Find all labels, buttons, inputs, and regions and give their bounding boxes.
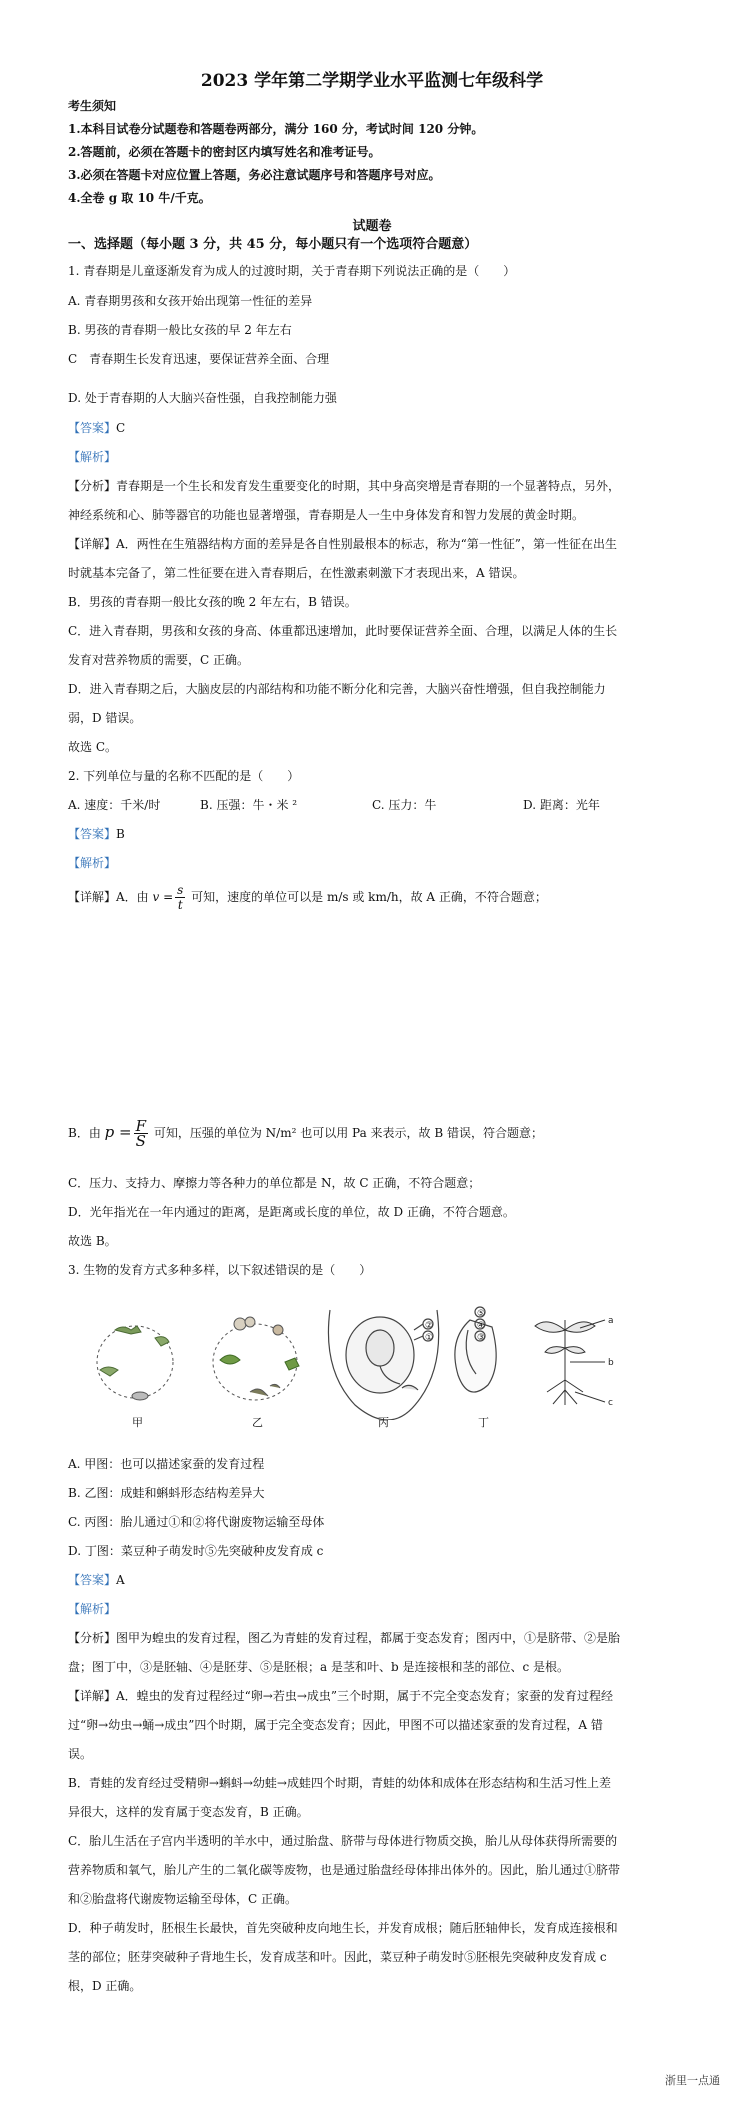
seedling-mark-c: c <box>608 1398 613 1408</box>
q2-option-c: C. 压力：牛 <box>372 798 437 812</box>
q3-line: 【详解】A．蝗虫的发育过程经过“卵→若虫→成虫”三个时期，属于不完全变态发育；家蚕的发育过程经 <box>68 1689 614 1703</box>
q2-analysis-tag: 【解析】 <box>68 856 117 870</box>
q3-line: 和②胎盘将代谢废物运输至母体，C 正确。 <box>68 1892 297 1906</box>
q2-stem: 2. 下列单位与量的名称不匹配的是（ ） <box>68 769 300 783</box>
notice-item: 1.本科目试卷分试题卷和答题卷两部分，满分 160 分，考试时间 120 分钟。 <box>68 122 484 136</box>
q3-stem: 3. 生物的发育方式多种多样，以下叙述错误的是（ ） <box>68 1263 372 1277</box>
q3-option-c: C. 丙图：胎儿通过①和②将代谢废物运输至母体 <box>68 1515 325 1529</box>
q2-option-b: B. 压强：牛・米 ² <box>200 798 298 812</box>
q1-option-a: A. 青春期男孩和女孩开始出现第一性征的差异 <box>68 294 313 308</box>
q1-line: 弱，D 错误。 <box>68 711 142 725</box>
answer-value: A <box>116 1573 125 1587</box>
seedling-mark-b: b <box>608 1358 614 1368</box>
formula-denominator: t <box>177 898 183 912</box>
section-heading: 一、选择题（每小题 3 分，共 45 分，每小题只有一个选项符合题意） <box>68 237 478 252</box>
q1-option-b: B. 男孩的青春期一般比女孩的早 2 年左右 <box>68 323 292 337</box>
q3-line: 茎的部位；胚芽突破种子背地生长，发育成茎和叶。因此，菜豆种子萌发时⑤胚根先突破种皮发育成 c <box>68 1950 607 1964</box>
seed-mark-4: ④ <box>477 1321 486 1331</box>
q3-line: C．胎儿生活在子宫内半透明的羊水中，通过胎盘、脐带与母体进行物质交换，胎儿从母体获得所需要的 <box>68 1834 618 1848</box>
q3-line: 【分析】图甲为蝗虫的发育过程，图乙为青蛙的发育过程，都属于变态发育；图丙中，①是脐带、②是胎 <box>68 1631 621 1645</box>
detail-text: 可知，压强的单位为 N/m² 也可以用 Pa 来表示，故 B 错误，符合题意； <box>153 1126 543 1140</box>
q1-option-c: C 青春期生长发育迅速，要保证营养全面、合理 <box>68 352 330 366</box>
q1-line: 故选 C。 <box>68 740 117 754</box>
detail-text: 可知，速度的单位可以是 m/s 或 km/h，故 A 正确，不符合题意； <box>191 890 547 904</box>
q1-line: C．进入青春期，男孩和女孩的身高、体重都迅速增加，此时要保证营养全面、合理，以满足人体的生长 <box>68 624 618 638</box>
fetus-uterus-figure <box>328 1310 438 1420</box>
q2-detail-c: C．压力、支持力、摩擦力等各种力的单位都是 N，故 C 正确，不符合题意； <box>68 1176 481 1190</box>
q1-line: 神经系统和心、肺等器官的功能也显著增强，青春期是人一生中身体发育和智力发展的黄金时期。 <box>68 508 585 522</box>
q3-answer <box>68 1572 125 1588</box>
answer-value: C <box>116 421 126 435</box>
q1-line: B．男孩的青春期一般比女孩的晚 2 年左右，B 错误。 <box>68 595 357 609</box>
paper-heading: 试题卷 <box>352 219 392 234</box>
notice-heading: 考生须知 <box>68 99 117 113</box>
q2-detail-d: D．光年指光在一年内通过的距离，是距离或长度的单位，故 D 正确，不符合题意。 <box>68 1205 515 1219</box>
footer-watermark: 浙里一点通 <box>665 2074 720 2087</box>
formula-fraction <box>134 1119 148 1148</box>
formula-numerator: F <box>135 1117 147 1135</box>
notice-item: 3.必须在答题卡对应位置上答题，务必注意试题序号和答题序号对应。 <box>68 168 441 182</box>
q2-option-d: D. 距离：光年 <box>523 798 600 812</box>
formula-numerator: s <box>177 883 184 897</box>
seedling-figure <box>535 1320 605 1405</box>
formula-lhs: p = <box>104 1123 132 1141</box>
q1-answer <box>68 420 125 436</box>
figure-label-yi: 乙 <box>252 1416 263 1429</box>
notice-item: 4.全卷 g 取 10 牛/千克。 <box>68 191 211 205</box>
q1-line: 发育对营养物质的需要，C 正确。 <box>68 653 249 667</box>
q1-line: 【详解】A．两性在生殖器结构方面的差异是各自性别最根本的标志，称为“第一性征”，第一性征在出生 <box>68 537 617 551</box>
q2-conclusion: 故选 B。 <box>68 1234 117 1248</box>
q1-stem: 1. 青春期是儿童逐渐发育为成人的过渡时期，关于青春期下列说法正确的是（ ） <box>68 264 516 278</box>
q2-answer <box>68 826 125 842</box>
q2-detail-a <box>68 882 547 912</box>
figure-label-ding: 丁 <box>478 1416 489 1429</box>
q1-line: 【分析】青春期是一个生长和发育发生重要变化的时期，其中身高突增是青春期的一个显著特点，另外， <box>68 479 621 493</box>
formula-denominator: S <box>135 1132 146 1150</box>
notice-item: 2.答题前，必须在答题卡的密封区内填写姓名和准考证号。 <box>68 145 381 159</box>
q2-detail-b <box>68 1116 543 1149</box>
q1-line: D．进入青春期之后，大脑皮层的内部结构和功能不断分化和完善，大脑兴奋性增强，但自我控制能力 <box>68 682 606 696</box>
seed-mark-3: ③ <box>477 1333 486 1343</box>
formula-lhs: v = <box>152 890 174 904</box>
q3-line: 误。 <box>68 1747 93 1761</box>
answer-tag: 【答案】 <box>68 1573 117 1587</box>
q3-option-b: B. 乙图：成蛙和蝌蚪形态结构差异大 <box>68 1486 265 1500</box>
q3-analysis-tag: 【解析】 <box>68 1602 117 1616</box>
q1-analysis-tag: 【解析】 <box>68 450 117 464</box>
frog-cycle-figure <box>213 1317 299 1400</box>
seed-mark-5: ⑤ <box>477 1309 486 1319</box>
q3-option-d: D. 丁图：菜豆种子萌发时⑤先突破种皮发育成 c <box>68 1544 324 1558</box>
answer-value: B <box>116 827 125 841</box>
bean-seed-figure <box>455 1307 496 1392</box>
figure-label-bing: 丙 <box>378 1416 389 1429</box>
exam-title: 2023 学年第二学期学业水平监测七年级科学 <box>200 71 544 91</box>
q3-line: 异很大，这样的发育属于变态发育，B 正确。 <box>68 1805 309 1819</box>
q3-line: 过“卵→幼虫→蛹→成虫”四个时期，属于完全变态发育；因此，甲图不可以描述家蚕的发育过程，A 错 <box>68 1718 603 1732</box>
locust-cycle-figure <box>97 1326 173 1400</box>
q3-line: 营养物质和氧气，胎儿产生的二氧化碳等废物，也是通过胎盘经母体排出体外的。因此，胎儿通过①脐带 <box>68 1863 621 1877</box>
answer-tag: 【答案】 <box>68 421 117 435</box>
q3-line: D．种子萌发时，胚根生长最快，首先突破种皮向地生长，并发育成根；随后胚轴伸长，发育成连接根和 <box>68 1921 618 1935</box>
detail-prefix: B．由 <box>68 1126 101 1140</box>
q2-option-a: A. 速度：千米/时 <box>68 798 161 812</box>
development-diagram <box>80 1300 620 1420</box>
q3-option-a: A. 甲图：也可以描述家蚕的发育过程 <box>68 1457 265 1471</box>
seedling-mark-a: a <box>608 1316 614 1326</box>
answer-tag: 【答案】 <box>68 827 117 841</box>
fetus-mark-2: ② <box>425 1321 434 1331</box>
q3-line: B．青蛙的发育经过受精卵→蝌蚪→幼蛙→成蛙四个时期，青蛙的幼体和成体在形态结构和生活习性上差 <box>68 1776 611 1790</box>
q1-option-d: D. 处于青春期的人大脑兴奋性强，自我控制能力强 <box>68 391 337 405</box>
fetus-mark-1: ① <box>425 1333 434 1343</box>
q3-line: 根，D 正确。 <box>68 1979 142 1993</box>
q1-line: 时就基本完备了，第二性征要在进入青春期后，在性激素刺激下才表现出来，A 错误。 <box>68 566 525 580</box>
formula-fraction <box>175 883 185 912</box>
figure-label-jia: 甲 <box>132 1416 143 1429</box>
detail-prefix: 【详解】A．由 <box>68 890 149 904</box>
q3-line: 盘；图丁中，③是胚轴、④是胚芽、⑤是胚根；a 是茎和叶、b 是连接根和茎的部位、c 是根。 <box>68 1660 570 1674</box>
